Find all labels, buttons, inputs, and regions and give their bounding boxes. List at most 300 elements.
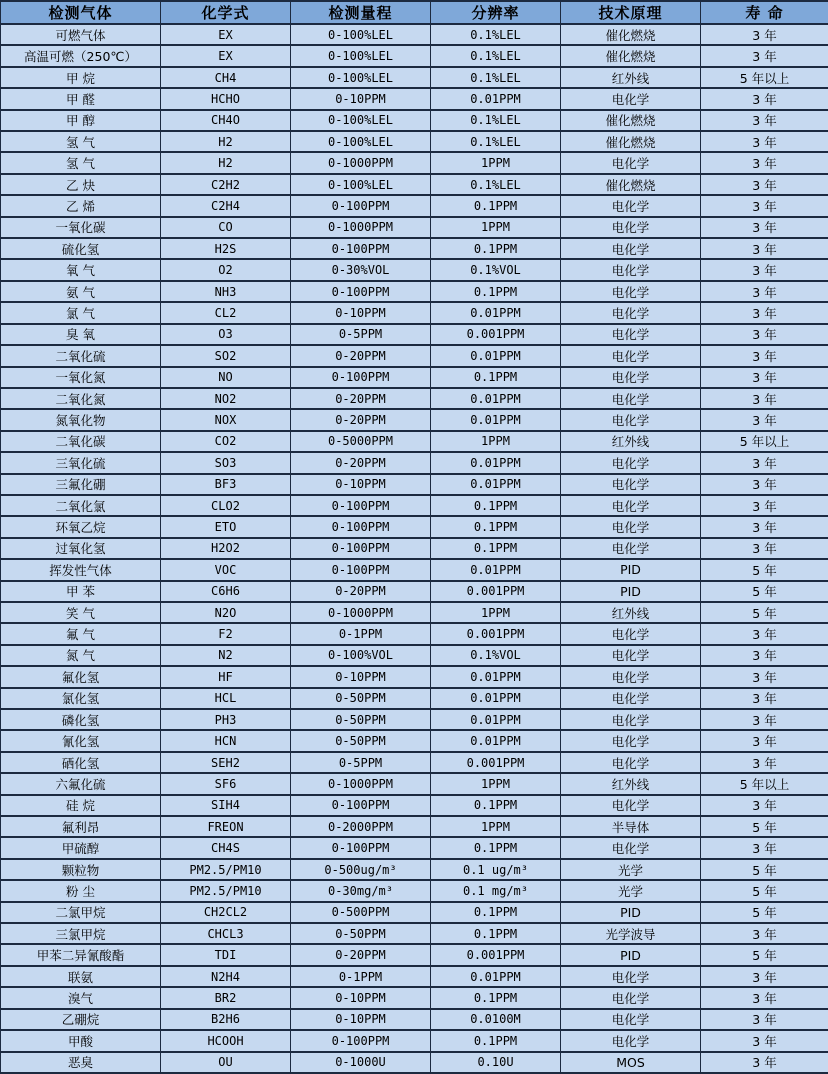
formula-cell: HCHO [161, 88, 291, 109]
principle-cell: 电化学 [561, 495, 701, 516]
table-row [1, 345, 828, 366]
principle-cell: 电化学 [561, 795, 701, 816]
principle-cell: 电化学 [561, 752, 701, 773]
table-row [1, 24, 828, 45]
header-row [1, 1, 828, 24]
formula-cell: PH3 [161, 709, 291, 730]
principle-cell: 电化学 [561, 259, 701, 280]
table-row [1, 324, 828, 345]
gas-name-cell: 可燃气体 [1, 24, 161, 45]
table-row [1, 688, 828, 709]
principle-cell: 光学波导 [561, 923, 701, 944]
lifespan-cell: 3 年 [701, 623, 828, 644]
principle-cell: 电化学 [561, 452, 701, 473]
formula-cell: EX [161, 45, 291, 66]
lifespan-cell: 3 年 [701, 238, 828, 259]
principle-cell: 电化学 [561, 367, 701, 388]
gas-name-cell: 氟化氢 [1, 666, 161, 687]
resolution-cell: 1PPM [431, 152, 561, 173]
gas-name-cell: 笑 气 [1, 602, 161, 623]
gas-name-cell: 六氟化硫 [1, 773, 161, 794]
range-cell: 0-10PPM [291, 302, 431, 323]
range-cell: 0-5PPM [291, 324, 431, 345]
resolution-cell: 0.1%VOL [431, 259, 561, 280]
resolution-cell: 0.1%LEL [431, 174, 561, 195]
range-cell: 0-1000U [291, 1052, 431, 1074]
principle-cell: 电化学 [561, 966, 701, 987]
formula-cell: H2 [161, 152, 291, 173]
lifespan-cell: 3 年 [701, 24, 828, 45]
gas-name-cell: 硒化氢 [1, 752, 161, 773]
principle-cell: 红外线 [561, 602, 701, 623]
resolution-cell: 0.01PPM [431, 345, 561, 366]
formula-cell: O2 [161, 259, 291, 280]
range-cell: 0-10PPM [291, 987, 431, 1008]
formula-cell: F2 [161, 623, 291, 644]
range-cell: 0-100%LEL [291, 174, 431, 195]
range-cell: 0-2000PPM [291, 816, 431, 837]
table-row [1, 1030, 828, 1051]
resolution-cell: 0.1PPM [431, 902, 561, 923]
gas-name-cell: 三氯甲烷 [1, 923, 161, 944]
resolution-cell: 1PPM [431, 602, 561, 623]
resolution-cell: 0.01PPM [431, 709, 561, 730]
principle-cell: 电化学 [561, 388, 701, 409]
resolution-cell: 0.001PPM [431, 944, 561, 965]
gas-name-cell: 甲酸 [1, 1030, 161, 1051]
resolution-cell: 0.1%LEL [431, 67, 561, 88]
lifespan-cell: 5 年 [701, 816, 828, 837]
gas-name-cell: 硅 烷 [1, 795, 161, 816]
principle-cell: 电化学 [561, 281, 701, 302]
gas-name-cell: 二氧化硫 [1, 345, 161, 366]
range-cell: 0-1000PPM [291, 217, 431, 238]
principle-cell: 电化学 [561, 1009, 701, 1030]
table-row [1, 367, 828, 388]
gas-name-cell: 高温可燃（250℃） [1, 45, 161, 66]
column-header-resolution: 分辨率 [431, 1, 561, 24]
gas-name-cell: 溴气 [1, 987, 161, 1008]
lifespan-cell: 5 年以上 [701, 431, 828, 452]
gas-name-cell: 氢 气 [1, 152, 161, 173]
lifespan-cell: 3 年 [701, 516, 828, 537]
gas-name-cell: 甲 醇 [1, 110, 161, 131]
lifespan-cell: 5 年 [701, 559, 828, 580]
lifespan-cell: 5 年 [701, 944, 828, 965]
table-row [1, 152, 828, 173]
table-row [1, 837, 828, 858]
resolution-cell: 0.01PPM [431, 409, 561, 430]
lifespan-cell: 3 年 [701, 259, 828, 280]
range-cell: 0-1PPM [291, 623, 431, 644]
table-row [1, 1009, 828, 1030]
table-row [1, 45, 828, 66]
lifespan-cell: 3 年 [701, 388, 828, 409]
resolution-cell: 1PPM [431, 816, 561, 837]
table-row [1, 559, 828, 580]
gas-name-cell: 氧 气 [1, 259, 161, 280]
formula-cell: SEH2 [161, 752, 291, 773]
resolution-cell: 0.01PPM [431, 388, 561, 409]
lifespan-cell: 5 年 [701, 880, 828, 901]
table-row [1, 795, 828, 816]
table-header [1, 1, 828, 24]
gas-name-cell: 环氧乙烷 [1, 516, 161, 537]
gas-name-cell: 粉 尘 [1, 880, 161, 901]
column-header-gas: 检测气体 [1, 1, 161, 24]
principle-cell: 电化学 [561, 474, 701, 495]
formula-cell: H2 [161, 131, 291, 152]
principle-cell: 光学 [561, 859, 701, 880]
lifespan-cell: 5 年 [701, 581, 828, 602]
principle-cell: 红外线 [561, 67, 701, 88]
formula-cell: C2H4 [161, 195, 291, 216]
range-cell: 0-100%LEL [291, 131, 431, 152]
resolution-cell: 0.1%LEL [431, 110, 561, 131]
lifespan-cell: 3 年 [701, 302, 828, 323]
table-row [1, 752, 828, 773]
table-row [1, 281, 828, 302]
resolution-cell: 0.1PPM [431, 987, 561, 1008]
lifespan-cell: 3 年 [701, 1052, 828, 1074]
formula-cell: BR2 [161, 987, 291, 1008]
principle-cell: PID [561, 581, 701, 602]
gas-name-cell: 乙 烯 [1, 195, 161, 216]
range-cell: 0-10PPM [291, 666, 431, 687]
range-cell: 0-20PPM [291, 388, 431, 409]
range-cell: 0-500ug/m³ [291, 859, 431, 880]
formula-cell: NO2 [161, 388, 291, 409]
lifespan-cell: 3 年 [701, 174, 828, 195]
formula-cell: BF3 [161, 474, 291, 495]
lifespan-cell: 3 年 [701, 474, 828, 495]
lifespan-cell: 3 年 [701, 345, 828, 366]
table-row [1, 67, 828, 88]
resolution-cell: 1PPM [431, 773, 561, 794]
range-cell: 0-100PPM [291, 1030, 431, 1051]
resolution-cell: 0.1PPM [431, 538, 561, 559]
resolution-cell: 0.1PPM [431, 495, 561, 516]
formula-cell: CO2 [161, 431, 291, 452]
range-cell: 0-100PPM [291, 195, 431, 216]
formula-cell: CH4O [161, 110, 291, 131]
principle-cell: 光学 [561, 880, 701, 901]
lifespan-cell: 3 年 [701, 666, 828, 687]
resolution-cell: 0.1PPM [431, 837, 561, 858]
gas-name-cell: 一氧化碳 [1, 217, 161, 238]
formula-cell: NOX [161, 409, 291, 430]
resolution-cell: 0.1%LEL [431, 24, 561, 45]
lifespan-cell: 3 年 [701, 88, 828, 109]
table-row [1, 538, 828, 559]
column-header-formula: 化学式 [161, 1, 291, 24]
formula-cell: SIH4 [161, 795, 291, 816]
gas-name-cell: 氯 气 [1, 302, 161, 323]
resolution-cell: 0.1PPM [431, 795, 561, 816]
table-row [1, 388, 828, 409]
table-row [1, 880, 828, 901]
formula-cell: CLO2 [161, 495, 291, 516]
lifespan-cell: 3 年 [701, 709, 828, 730]
table-row [1, 431, 828, 452]
principle-cell: 催化燃烧 [561, 45, 701, 66]
formula-cell: H2O2 [161, 538, 291, 559]
principle-cell: 电化学 [561, 688, 701, 709]
column-header-lifespan: 寿 命 [701, 1, 828, 24]
range-cell: 0-20PPM [291, 944, 431, 965]
table-row [1, 816, 828, 837]
range-cell: 0-1PPM [291, 966, 431, 987]
principle-cell: 电化学 [561, 324, 701, 345]
principle-cell: 电化学 [561, 516, 701, 537]
gas-name-cell: 二氧化氯 [1, 495, 161, 516]
range-cell: 0-20PPM [291, 581, 431, 602]
range-cell: 0-1000PPM [291, 152, 431, 173]
formula-cell: PM2.5/PM10 [161, 859, 291, 880]
range-cell: 0-100PPM [291, 238, 431, 259]
resolution-cell: 0.001PPM [431, 324, 561, 345]
gas-name-cell: 二氧化碳 [1, 431, 161, 452]
range-cell: 0-10PPM [291, 474, 431, 495]
lifespan-cell: 5 年以上 [701, 67, 828, 88]
range-cell: 0-5PPM [291, 752, 431, 773]
table-row [1, 474, 828, 495]
lifespan-cell: 3 年 [701, 966, 828, 987]
range-cell: 0-100%LEL [291, 110, 431, 131]
table-row [1, 195, 828, 216]
principle-cell: PID [561, 902, 701, 923]
table-row [1, 409, 828, 430]
lifespan-cell: 3 年 [701, 795, 828, 816]
gas-name-cell: 氯化氢 [1, 688, 161, 709]
resolution-cell: 0.1PPM [431, 281, 561, 302]
lifespan-cell: 3 年 [701, 730, 828, 751]
formula-cell: SO3 [161, 452, 291, 473]
gas-name-cell: 乙 炔 [1, 174, 161, 195]
resolution-cell: 0.1PPM [431, 367, 561, 388]
resolution-cell: 0.1PPM [431, 923, 561, 944]
range-cell: 0-100PPM [291, 516, 431, 537]
lifespan-cell: 3 年 [701, 152, 828, 173]
range-cell: 0-50PPM [291, 730, 431, 751]
formula-cell: SF6 [161, 773, 291, 794]
resolution-cell: 0.1%LEL [431, 131, 561, 152]
resolution-cell: 0.01PPM [431, 730, 561, 751]
resolution-cell: 0.1 ug/m³ [431, 859, 561, 880]
lifespan-cell: 3 年 [701, 281, 828, 302]
formula-cell: N2O [161, 602, 291, 623]
range-cell: 0-50PPM [291, 923, 431, 944]
lifespan-cell: 5 年 [701, 902, 828, 923]
formula-cell: NH3 [161, 281, 291, 302]
lifespan-cell: 5 年以上 [701, 773, 828, 794]
gas-name-cell: 磷化氢 [1, 709, 161, 730]
resolution-cell: 0.1PPM [431, 1030, 561, 1051]
range-cell: 0-100PPM [291, 795, 431, 816]
gas-name-cell: 一氧化氮 [1, 367, 161, 388]
formula-cell: CH2CL2 [161, 902, 291, 923]
principle-cell: 电化学 [561, 88, 701, 109]
principle-cell: 红外线 [561, 431, 701, 452]
range-cell: 0-1000PPM [291, 602, 431, 623]
gas-name-cell: 氨 气 [1, 281, 161, 302]
formula-cell: H2S [161, 238, 291, 259]
gas-name-cell: 二氧化氮 [1, 388, 161, 409]
resolution-cell: 0.01PPM [431, 88, 561, 109]
range-cell: 0-100%VOL [291, 645, 431, 666]
principle-cell: 催化燃烧 [561, 131, 701, 152]
lifespan-cell: 3 年 [701, 645, 828, 666]
range-cell: 0-100PPM [291, 367, 431, 388]
range-cell: 0-500PPM [291, 902, 431, 923]
lifespan-cell: 5 年 [701, 859, 828, 880]
resolution-cell: 0.0100M [431, 1009, 561, 1030]
range-cell: 0-50PPM [291, 709, 431, 730]
principle-cell: 电化学 [561, 409, 701, 430]
gas-name-cell: 氮 气 [1, 645, 161, 666]
range-cell: 0-30%VOL [291, 259, 431, 280]
resolution-cell: 0.01PPM [431, 688, 561, 709]
principle-cell: 电化学 [561, 987, 701, 1008]
resolution-cell: 0.1PPM [431, 516, 561, 537]
formula-cell: CO [161, 217, 291, 238]
formula-cell: TDI [161, 944, 291, 965]
table-row [1, 1052, 828, 1074]
resolution-cell: 0.1%VOL [431, 645, 561, 666]
table-body [1, 24, 828, 1073]
formula-cell: N2 [161, 645, 291, 666]
formula-cell: CH4S [161, 837, 291, 858]
gas-name-cell: 挥发性气体 [1, 559, 161, 580]
lifespan-cell: 3 年 [701, 217, 828, 238]
formula-cell: HCL [161, 688, 291, 709]
gas-name-cell: 乙硼烷 [1, 1009, 161, 1030]
principle-cell: 催化燃烧 [561, 24, 701, 45]
resolution-cell: 0.1%LEL [431, 45, 561, 66]
gas-name-cell: 氟利昂 [1, 816, 161, 837]
table-row [1, 602, 828, 623]
table-row [1, 623, 828, 644]
principle-cell: 电化学 [561, 345, 701, 366]
lifespan-cell: 3 年 [701, 367, 828, 388]
table-row [1, 259, 828, 280]
table-row [1, 709, 828, 730]
principle-cell: 电化学 [561, 623, 701, 644]
resolution-cell: 0.01PPM [431, 474, 561, 495]
principle-cell: 电化学 [561, 238, 701, 259]
principle-cell: 电化学 [561, 837, 701, 858]
formula-cell: C6H6 [161, 581, 291, 602]
range-cell: 0-100PPM [291, 495, 431, 516]
table-row [1, 217, 828, 238]
gas-name-cell: 臭 氧 [1, 324, 161, 345]
formula-cell: CL2 [161, 302, 291, 323]
column-header-principle: 技术原理 [561, 1, 701, 24]
formula-cell: N2H4 [161, 966, 291, 987]
lifespan-cell: 3 年 [701, 195, 828, 216]
lifespan-cell: 3 年 [701, 538, 828, 559]
range-cell: 0-100PPM [291, 837, 431, 858]
range-cell: 0-5000PPM [291, 431, 431, 452]
table-row [1, 495, 828, 516]
formula-cell: NO [161, 367, 291, 388]
table-row [1, 131, 828, 152]
range-cell: 0-10PPM [291, 88, 431, 109]
principle-cell: 电化学 [561, 302, 701, 323]
resolution-cell: 0.001PPM [431, 581, 561, 602]
table-row [1, 88, 828, 109]
formula-cell: VOC [161, 559, 291, 580]
gas-name-cell: 硫化氢 [1, 238, 161, 259]
principle-cell: 催化燃烧 [561, 110, 701, 131]
formula-cell: HCOOH [161, 1030, 291, 1051]
gas-name-cell: 二氯甲烷 [1, 902, 161, 923]
resolution-cell: 0.10U [431, 1052, 561, 1074]
lifespan-cell: 3 年 [701, 495, 828, 516]
formula-cell: B2H6 [161, 1009, 291, 1030]
formula-cell: ETO [161, 516, 291, 537]
range-cell: 0-100%LEL [291, 45, 431, 66]
table-row [1, 645, 828, 666]
principle-cell: 电化学 [561, 645, 701, 666]
table-row [1, 944, 828, 965]
gas-name-cell: 恶臭 [1, 1052, 161, 1074]
resolution-cell: 0.01PPM [431, 452, 561, 473]
resolution-cell: 0.01PPM [431, 666, 561, 687]
gas-name-cell: 联氨 [1, 966, 161, 987]
table-row [1, 666, 828, 687]
gas-name-cell: 甲苯二异氰酸酯 [1, 944, 161, 965]
principle-cell: 电化学 [561, 709, 701, 730]
lifespan-cell: 5 年 [701, 602, 828, 623]
lifespan-cell: 3 年 [701, 45, 828, 66]
principle-cell: 电化学 [561, 538, 701, 559]
formula-cell: HCN [161, 730, 291, 751]
principle-cell: PID [561, 559, 701, 580]
range-cell: 0-100%LEL [291, 67, 431, 88]
resolution-cell: 0.01PPM [431, 302, 561, 323]
range-cell: 0-100PPM [291, 538, 431, 559]
principle-cell: 电化学 [561, 152, 701, 173]
table-row [1, 110, 828, 131]
formula-cell: O3 [161, 324, 291, 345]
principle-cell: 半导体 [561, 816, 701, 837]
column-header-range: 检测量程 [291, 1, 431, 24]
range-cell: 0-50PPM [291, 688, 431, 709]
lifespan-cell: 3 年 [701, 688, 828, 709]
range-cell: 0-100PPM [291, 281, 431, 302]
lifespan-cell: 3 年 [701, 131, 828, 152]
resolution-cell: 0.1PPM [431, 195, 561, 216]
resolution-cell: 1PPM [431, 217, 561, 238]
principle-cell: 催化燃烧 [561, 174, 701, 195]
formula-cell: CHCL3 [161, 923, 291, 944]
gas-name-cell: 甲硫醇 [1, 837, 161, 858]
resolution-cell: 0.001PPM [431, 752, 561, 773]
table-row [1, 902, 828, 923]
table-row [1, 516, 828, 537]
resolution-cell: 0.1PPM [431, 238, 561, 259]
principle-cell: PID [561, 944, 701, 965]
range-cell: 0-1000PPM [291, 773, 431, 794]
gas-name-cell: 甲 烷 [1, 67, 161, 88]
gas-name-cell: 三氟化硼 [1, 474, 161, 495]
resolution-cell: 0.01PPM [431, 559, 561, 580]
lifespan-cell: 3 年 [701, 752, 828, 773]
resolution-cell: 1PPM [431, 431, 561, 452]
principle-cell: 电化学 [561, 195, 701, 216]
range-cell: 0-20PPM [291, 409, 431, 430]
